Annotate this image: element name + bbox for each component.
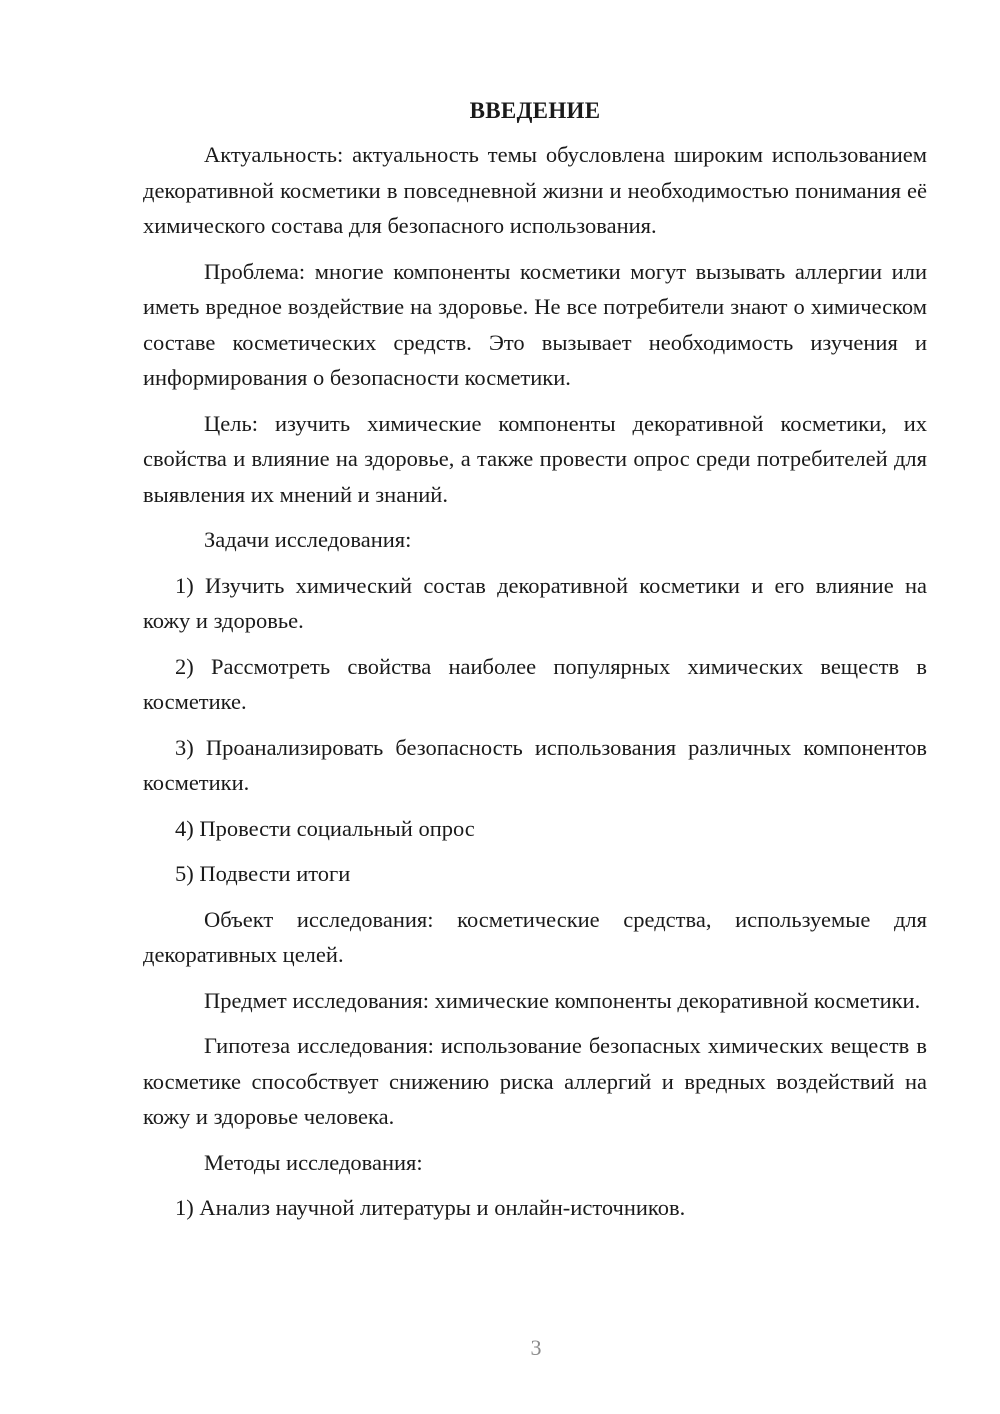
task-item-4: 4) Провести социальный опрос	[175, 815, 475, 841]
paragraph-problem: Проблема: многие компоненты косметики могут вызывать аллергии или иметь вредное воздействие на здоровье. Не все потребители знают о химическом составе косметических средств. Это вызывает необходимость изучения и информирования о безопасности косметики.	[143, 258, 927, 390]
section-title: ВВЕДЕНИЕ	[469, 98, 601, 123]
task-item-5: 5) Подвести итоги	[175, 861, 351, 886]
task-item-2: 2) Рассмотреть свойства наиболее популярных химических веществ в косметике.	[143, 653, 927, 714]
task-item-1: 1) Изучить химический состав декоративной косметики и его влияние на кожу и здоровье.	[143, 572, 927, 633]
paragraph-object: Объект исследования: косметические средства, используемые для декоративных целей.	[143, 906, 927, 967]
paragraph-goal: Цель: изучить химические компоненты декоративной косметики, их свойства и влияние на здоровье, а также провести опрос среди потребителей для выявления их мнений и знаний.	[143, 410, 927, 507]
paragraph-tasks-heading: Задачи исследования:	[204, 527, 412, 552]
page-content	[143, 93, 927, 1236]
paragraph-subject: Предмет исследования: химические компоненты декоративной косметики.	[204, 987, 921, 1013]
page-number: 3	[530, 1335, 542, 1360]
method-item-1: 1) Анализ научной литературы и онлайн-источников.	[175, 1195, 686, 1220]
paragraph-hypothesis: Гипотеза исследования: использование безопасных химических веществ в косметике способствует снижению риска аллергий и вредных воздействий на кожу и здоровье человека.	[143, 1033, 927, 1129]
task-item-3: 3) Проанализировать безопасность использования различных компонентов косметики.	[143, 734, 927, 795]
paragraph-methods-heading: Методы исследования:	[204, 1149, 423, 1175]
paragraph-relevance: Актуальность: актуальность темы обусловлена широким использованием декоративной косметики в повседневной жизни и необходимостью понимания её химического состава для безопасного использования.	[143, 142, 927, 238]
